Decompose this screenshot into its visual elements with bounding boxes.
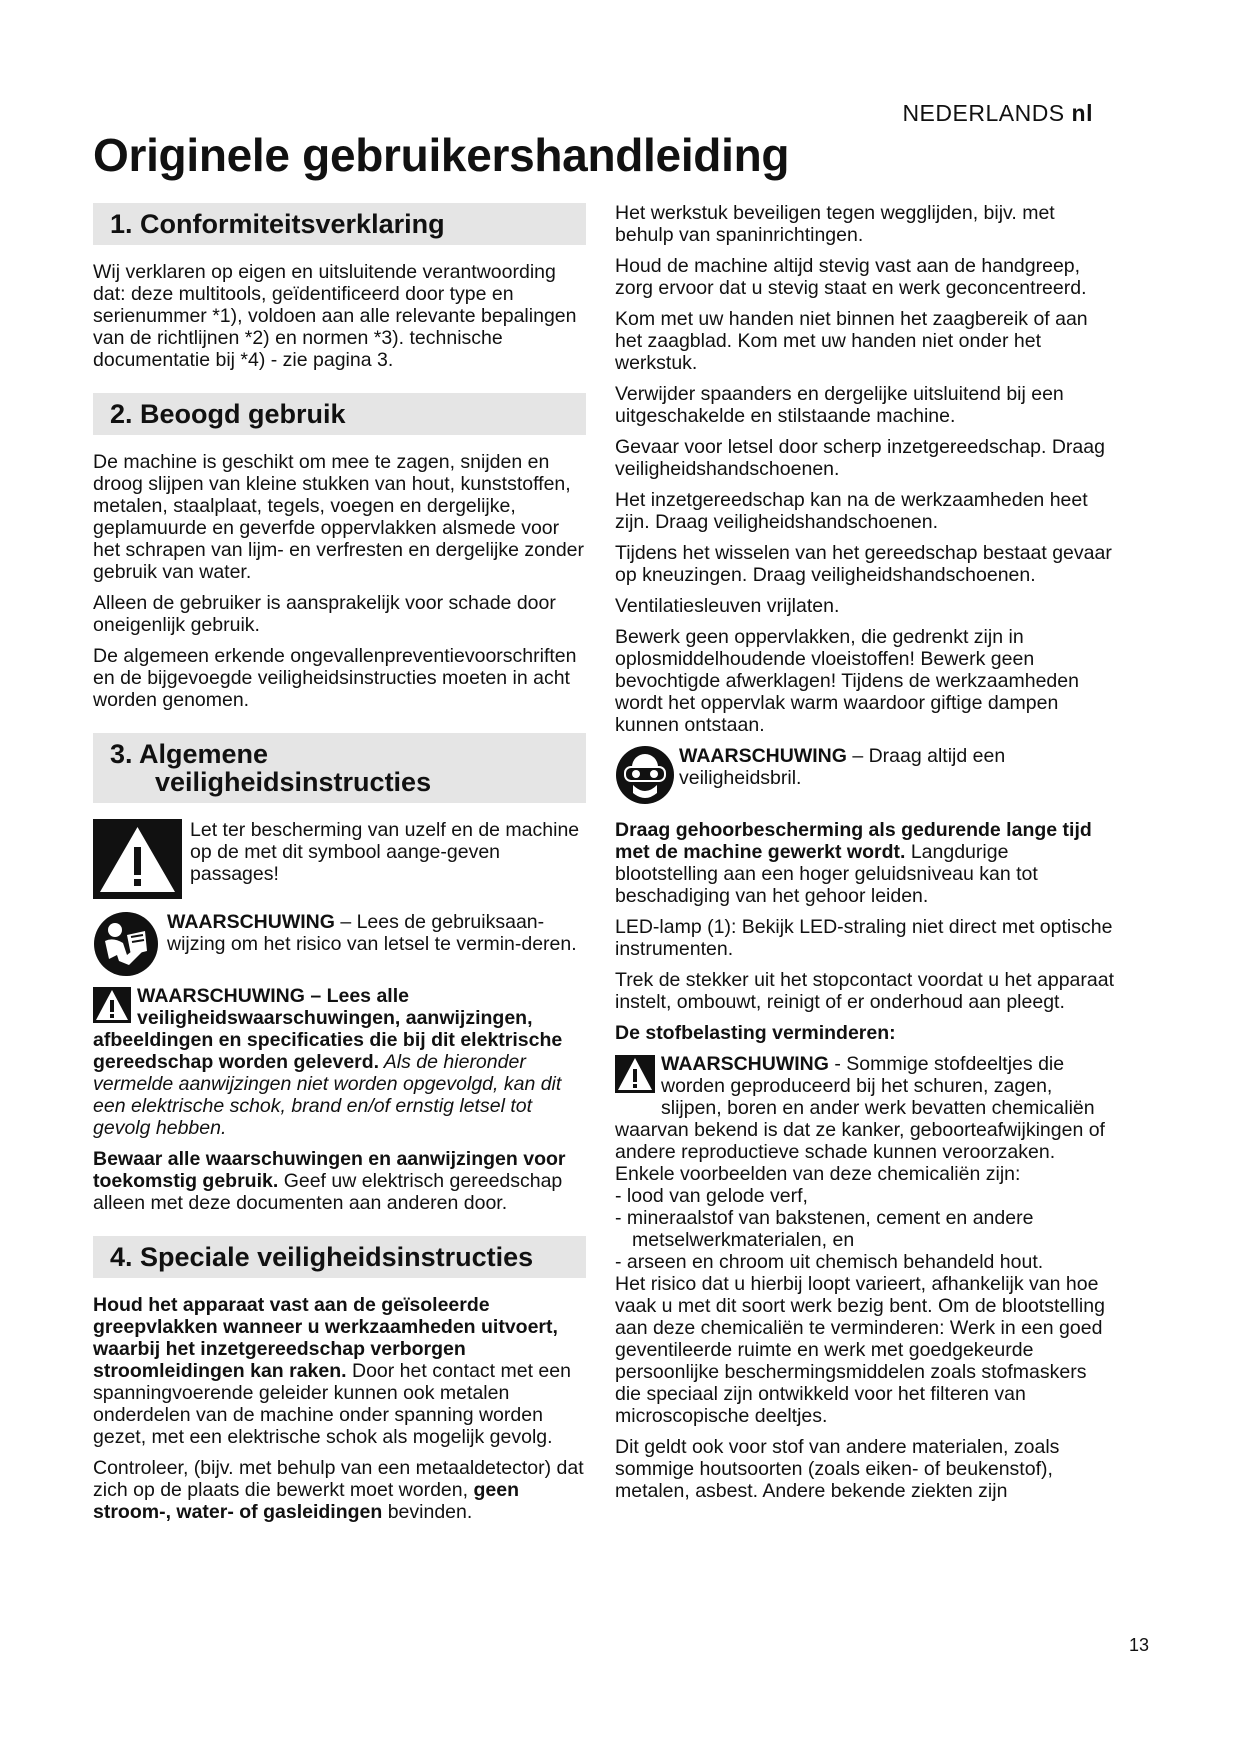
section-1-heading: 1. Conformiteitsverklaring	[93, 203, 586, 245]
dust-warning-body: - Sommige stofdeeltjes die worden geproduceerd bij het schuren, zagen, slijpen, boren en ander werk bevatten chemicaliën waarvan bekend is dat ze kanker, geboorteafwijkingen of andere reproductieve schade kunnen veroorzaken. Enkele voorbeelden van deze chemicaliën zijn:	[615, 1053, 1105, 1185]
right-paragraph-1: Het werkstuk beveiligen tegen wegglijden, bijv. met behulp van spaninrichtingen.	[615, 202, 1055, 246]
keep-instructions-bold: Bewaar alle waarschuwingen en aanwijzingen voor toekomstig gebruik.	[93, 1148, 566, 1192]
goggles-warning-body: – Draag altijd een veiligheidsbril.	[679, 745, 1006, 789]
section-2-paragraph-3: De algemeen erkende ongevallenpreventievoorschriften en de bijgevoegde veiligheidsinstructies moeten in acht worden genomen.	[93, 645, 577, 711]
dust-warning-icon	[615, 1055, 655, 1098]
section-4-p2-bold: geen stroom-, water- of gasleidingen	[93, 1479, 519, 1523]
section-4-p2-end: bevinden.	[382, 1501, 473, 1523]
hearing-text: Langdurige blootstelling aan een hoger geluidsniveau kan tot beschadiging van het gehoor leiden.	[615, 841, 1038, 907]
dust-list-item-2-cont: metselwerkmaterialen, en	[632, 1229, 855, 1251]
right-paragraph-4: Verwijder spaanders en dergelijke uitsluitend bij een uitgeschakelde en stilstaande machine.	[615, 383, 1064, 427]
general-warning-paragraph	[93, 985, 586, 1139]
language-name: NEDERLANDS	[902, 100, 1065, 126]
manual-warning-text	[93, 911, 586, 955]
other-materials-paragraph: Dit geldt ook voor stof van andere materialen, zoals sommige houtsoorten (zoals eiken- of beukenstof), metalen, asbest. Andere bekende ziekten zijn	[615, 1436, 1060, 1502]
section-4-heading: 4. Speciale veiligheidsinstructies	[93, 1236, 586, 1278]
section-3-heading	[93, 733, 586, 803]
right-paragraph-6: Het inzetgereedschap kan na de werkzaamheden heet zijn. Draag veiligheidshandschoenen.	[615, 489, 1088, 533]
warning-triangle-icon	[93, 819, 182, 899]
dust-warning-label: WAARSCHUWING	[661, 1053, 829, 1075]
keep-instructions-paragraph	[93, 1148, 586, 1214]
led-paragraph: LED-lamp (1): Bekijk LED-straling niet direct met optische instrumenten.	[615, 916, 1113, 960]
section-3-heading-line-2: veiligheidsinstructies	[155, 767, 432, 797]
general-warning-italic: Als de hieronder vermelde aanwijzingen niet worden opgevolgd, kan dit een elektrische schok, brand en/of ernstig letsel tot gevolg hebben.	[93, 1051, 562, 1139]
section-4-paragraph-1	[93, 1294, 586, 1448]
dust-warning-paragraph	[615, 1053, 1115, 1185]
plug-paragraph: Trek de stekker uit het stopcontact voordat u het apparaat instelt, ombouwt, reinigt of er onderhoud aan pleegt.	[615, 969, 1114, 1013]
section-4-p1-text: Door het contact met een spanningvoerende geleider kunnen ook metalen onderdelen van de machine onder spanning worden gezet, met een elektrische schok als mogelijk gevolg.	[93, 1360, 571, 1448]
general-warning-bold: WAARSCHUWING – Lees alle veiligheidswaarschuwingen, aanwijzingen, afbeeldingen en specificaties die bij dit elektrische gereedschap worden geleverd.	[93, 985, 563, 1073]
language-code: nl	[1071, 100, 1093, 126]
right-paragraph-2: Houd de machine altijd stevig vast aan de handgreep, zorg ervoor dat u stevig staat en werk geconcentreerd.	[615, 255, 1087, 299]
goggles-warning-block	[615, 745, 1115, 805]
manual-warning-body: – Lees de gebruiksaan-wijzing om het risico van letsel te vermin-deren.	[167, 911, 577, 955]
symbol-note-text: Let ter bescherming van uzelf en de machine op de met dit symbool aange-geven passages!	[190, 819, 580, 885]
section-2-paragraph-2: Alleen de gebruiker is aansprakelijk voor schade door oneigenlijk gebruik.	[93, 592, 556, 636]
section-4-p1-bold: Houd het apparaat vast aan de geïsoleerde greepvlakken wanneer u werkzaamheden uitvoert, waarbij het inzetgereedschap verborgen stroomleidingen kan raken.	[93, 1294, 558, 1382]
section-2-paragraph-1: De machine is geschikt om mee te zagen, snijden en droog slijpen van kleine stukken van hout, kunststoffen, metalen, staalplaat, tegels, voegen en dergelijke, geplamuurde en geverfde oppervlakken alsmede voor het schrapen van lijm- en verfresten en dergelijke zonder gebruik van water.	[93, 451, 585, 583]
document-title: Originele gebruikershandleiding	[93, 129, 790, 181]
right-paragraph-5: Gevaar voor letsel door scherp inzetgereedschap. Draag veiligheidshandschoenen.	[615, 436, 1105, 480]
right-paragraph-3: Kom met uw handen niet binnen het zaagbereik of aan het zaagblad. Kom met uw handen niet onder het werkstuk.	[615, 308, 1088, 374]
symbol-note-block	[93, 819, 586, 899]
hearing-paragraph	[615, 819, 1115, 907]
dust-list-item-1: - lood van gelode verf,	[615, 1185, 808, 1207]
left-column	[93, 203, 586, 1532]
right-column	[615, 202, 1115, 1511]
goggles-warning-label: WAARSCHUWING	[679, 745, 847, 767]
manual-warning-label: WAARSCHUWING	[167, 911, 335, 933]
read-manual-icon	[93, 911, 159, 977]
right-paragraph-9: Bewerk geen oppervlakken, die gedrenkt zijn in oplosmiddelhoudende vloeistoffen! Bewerk geen bevochtigde afwerklagen! Tijdens de werkzaamheden wordt het oppervlak warm waardoor giftige dampen kunnen ontstaan.	[615, 626, 1079, 736]
section-2-heading: 2. Beoogd gebruik	[93, 393, 586, 435]
page-number: 13	[1129, 1635, 1150, 1655]
dust-heading: De stofbelasting verminderen:	[615, 1022, 896, 1044]
goggles-warning-text	[615, 745, 1115, 789]
section-4-p2-text: Controleer, (bijv. met behulp van een metaaldetector) dat zich op de plaats die bewerkt moet worden,	[93, 1457, 584, 1501]
dust-list-item-2: - mineraalstof van bakstenen, cement en andere	[615, 1207, 1034, 1229]
general-warning-inline-icon	[93, 987, 131, 1028]
dust-list-item-3: - arseen en chroom uit chemisch behandeld hout.	[615, 1251, 1044, 1273]
manual-warning-block	[93, 911, 586, 977]
section-3-heading-line-1: 3. Algemene	[110, 739, 269, 769]
language-header	[902, 100, 1093, 127]
section-1-paragraph: Wij verklaren op eigen en uitsluitende verantwoording dat: deze multitools, geïdentificeerd door type en serienummer *1), voldoen aan alle relevante bepalingen van de richtlijnen *2) en normen *3). technische documentatie bij *4) - zie pagina 3.	[93, 261, 577, 371]
safety-goggles-icon	[615, 745, 675, 805]
right-paragraph-7: Tijdens het wisselen van het gereedschap bestaat gevaar op kneuzingen. Draag veiligheidshandschoenen.	[615, 542, 1112, 586]
hearing-bold: Draag gehoorbescherming als gedurende lange tijd met de machine gewerkt wordt.	[615, 819, 1092, 863]
section-4-paragraph-2	[93, 1457, 586, 1523]
keep-instructions-text: Geef uw elektrisch gereedschap alleen met deze documenten aan anderen door.	[93, 1170, 563, 1214]
dust-risk-paragraph: Het risico dat u hierbij loopt varieert, afhankelijk van hoe vaak u met dit soort werk bezig bent. Om de blootstelling aan deze chemicaliën te verminderen: Werk in een goed geventileerde ruimte en werk met goedgekeurde persoonlijke beschermingsmiddelen zoals stofmaskers die speciaal zijn ontwikkeld voor het filteren van microscopische deeltjes.	[615, 1273, 1105, 1427]
right-paragraph-8: Ventilatiesleuven vrijlaten.	[615, 595, 840, 617]
